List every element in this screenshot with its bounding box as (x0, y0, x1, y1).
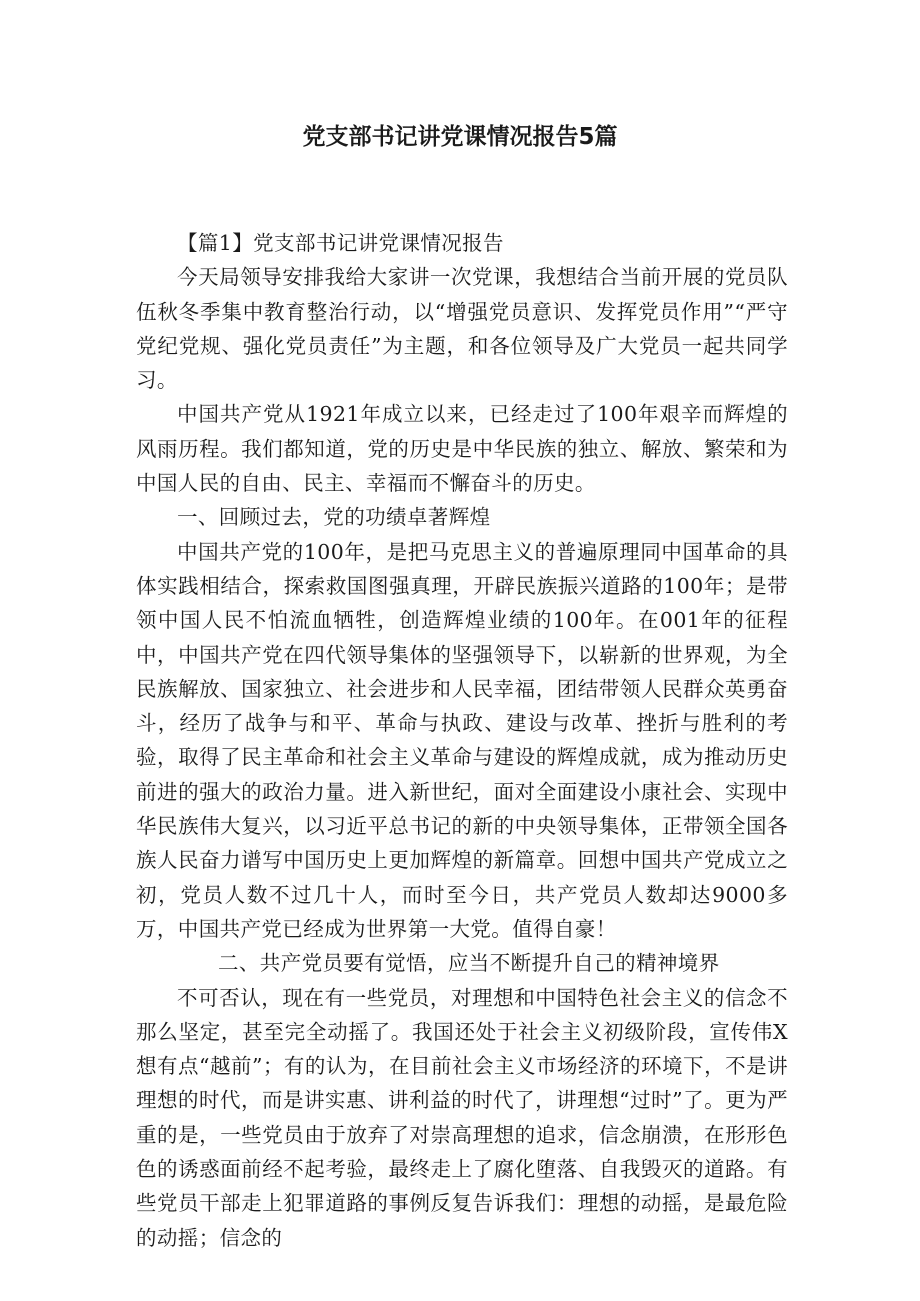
paragraph-intro: 今天局领导安排我给大家讲一次党课，我想结合当前开展的党员队伍秋冬季集中教育整治行动，以“增强党员意识、发挥党员作用”“严守党纪党规、强化党员责任”为主题，和各位领导及广大党员一起共同学习。 (136, 265, 788, 393)
section-heading-article-1: 【篇1】党支部书记讲党课情况报告 (177, 231, 504, 255)
paragraph-history: 中国共产党从1921年成立以来，已经走过了100年艰辛而辉煌的风雨历程。我们都知道，党的历史是中华民族的独立、解放、繁荣和为中国人民的自由、民主、幸福而不懈奋斗的历史。 (136, 402, 788, 496)
document-title: 党支部书记讲党课情况报告5篇 (302, 124, 618, 150)
paragraph-achievements: 中国共产党的100年，是把马克思主义的普遍原理同中国革命的具体实践相结合，探索救国图强真理，开辟民族振兴道路的100年；是带领中国人民不怕流血牺牲，创造辉煌业绩的100年。在001年的征程中，中国共产党在四代领导集体的坚强领导下，以崭新的世界观，为全民族解放、国家独立、社会进步和人民幸福，团结带领人民群众英勇奋斗，经历了战争与和平、革命与执政、建设与改革、挫折与胜利的考验，取得了民主革命和社会主义革命与建设的辉煌成就，成为推动历史前进的强大的政治力量。进入新世纪，面对全面建设小康社会、实现中华民族伟大复兴，以习近平总书记的新的中央领导集体，正带领全国各族人民奋力谱写中国历史上更加辉煌的新篇章。回想中国共产党成立之初，党员人数不过几十人，而时至今日，共产党员人数却达9000多万，中国共产党已经成为世界第一大党。值得自豪！ (136, 539, 788, 941)
document-body (136, 226, 788, 1255)
section-heading-2: 二、共产党员要有觉悟，应当不断提升自己的精神境界 (218, 951, 720, 976)
section-heading-1: 一、回顾过去，党的功绩卓著辉煌 (177, 505, 491, 530)
paragraph-awareness: 不可否认，现在有一些党员，对理想和中国特色社会主义的信念不那么坚定，甚至完全动摇了。我国还处于社会主义初级阶段，宣传伟X想有点“越前”；有的认为，在目前社会主义市场经济的环境下，不是讲理想的时代，而是讲实惠、讲利益的时代了，讲理想“过时”了。更为严重的是，一些党员由于放弃了对崇高理想的追求，信念崩溃，在形形色色的诱惑面前经不起考验，最终走上了腐化堕落、自我毁灭的道路。有些党员干部走上犯罪道路的事例反复告诉我们：理想的动摇，是最危险的动摇；信念的 (136, 985, 788, 1250)
